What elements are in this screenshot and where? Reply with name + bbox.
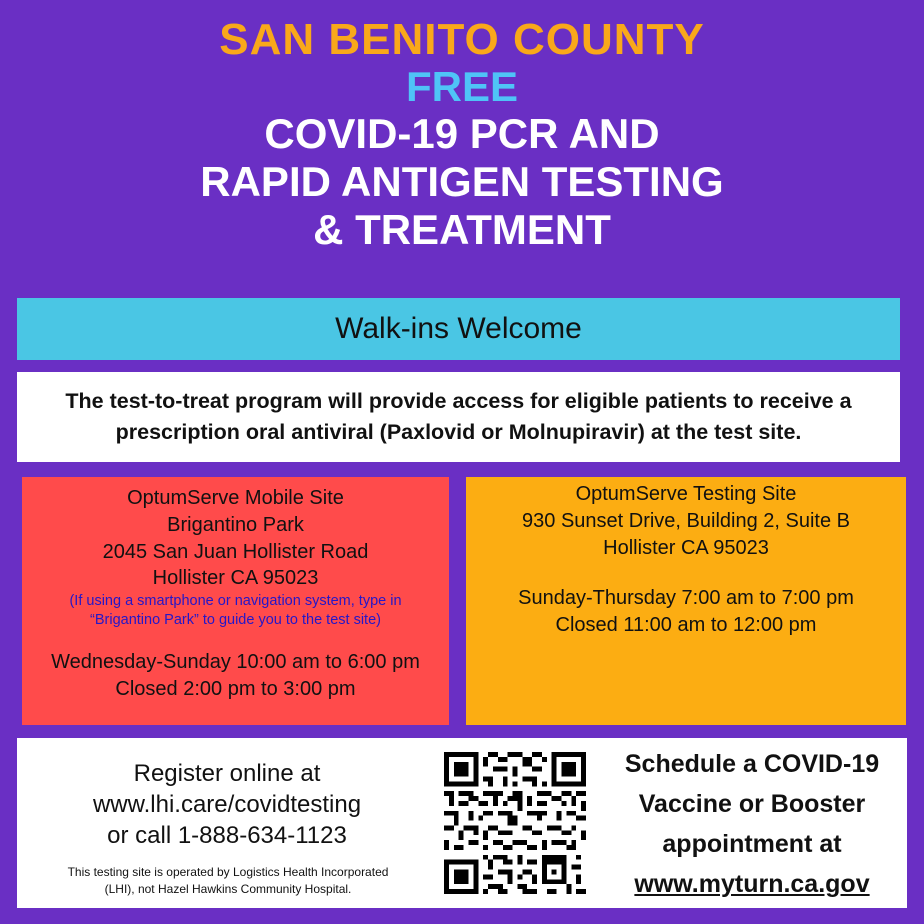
operator-note-1: This testing site is operated by Logistics Health Incorporated — [67, 865, 389, 879]
mobile-site-note-2: “Brigantino Park” to guide you to the test site) — [90, 611, 381, 628]
myturn-link[interactable]: www.myturn.ca.gov — [634, 870, 870, 898]
program-line-2: prescription oral antiviral (Paxlovid or Molnupiravir) at the test site. — [115, 420, 802, 444]
testing-site-address: 930 Sunset Drive, Building 2, Suite B — [522, 509, 850, 532]
testing-site-closed: Closed 11:00 am to 12:00 pm — [555, 614, 817, 637]
schedule-vaccine-info — [607, 744, 897, 904]
county-title: SAN BENITO COUNTY — [219, 15, 705, 64]
program-description — [17, 372, 900, 462]
title-line-3: & TREATMENT — [313, 206, 611, 253]
mobile-site-panel — [22, 477, 449, 725]
title-line-2: RAPID ANTIGEN TESTING — [200, 158, 724, 205]
schedule-line-3: appointment at — [662, 830, 842, 858]
mobile-site-hours: Wednesday-Sunday 10:00 am to 6:00 pm — [51, 651, 420, 674]
testing-site-city: Hollister CA 95023 — [603, 536, 769, 559]
mobile-site-place: Brigantino Park — [167, 513, 304, 536]
mobile-site-name: OptumServe Mobile Site — [127, 487, 344, 509]
mobile-site-city: Hollister CA 95023 — [152, 567, 319, 590]
operator-disclaimer — [23, 864, 433, 899]
register-phone[interactable]: or call 1-888-634-1123 — [107, 822, 347, 850]
schedule-line-1: Schedule a COVID-19 — [624, 750, 880, 778]
title-line-1: COVID-19 PCR AND — [264, 110, 660, 157]
walkins-banner: Walk-ins Welcome — [17, 298, 900, 360]
register-url[interactable]: www.lhi.care/covidtesting — [92, 791, 362, 819]
testing-site-hours: Sunday-Thursday 7:00 am to 7:00 pm — [518, 587, 854, 610]
register-line-1: Register online at — [133, 760, 321, 787]
testing-site-panel — [466, 477, 906, 725]
program-line-1: The test-to-treat program will provide access for eligible patients to receive a — [65, 388, 852, 413]
schedule-line-2: Vaccine or Booster — [638, 790, 866, 818]
bottom-panel — [17, 738, 907, 908]
qr-code-icon[interactable] — [444, 752, 586, 894]
flyer-header — [0, 0, 924, 251]
testing-site-name: OptumServe Testing Site — [575, 483, 797, 505]
operator-note-2: (LHI), not Hazel Hawkins Community Hospital. — [104, 882, 352, 897]
mobile-site-note-1: (If using a smartphone or navigation system, type in — [69, 593, 402, 610]
free-label: FREE — [405, 63, 518, 110]
mobile-site-closed: Closed 2:00 pm to 3:00 pm — [115, 678, 356, 701]
register-info — [17, 758, 437, 852]
mobile-site-address: 2045 San Juan Hollister Road — [102, 540, 369, 563]
